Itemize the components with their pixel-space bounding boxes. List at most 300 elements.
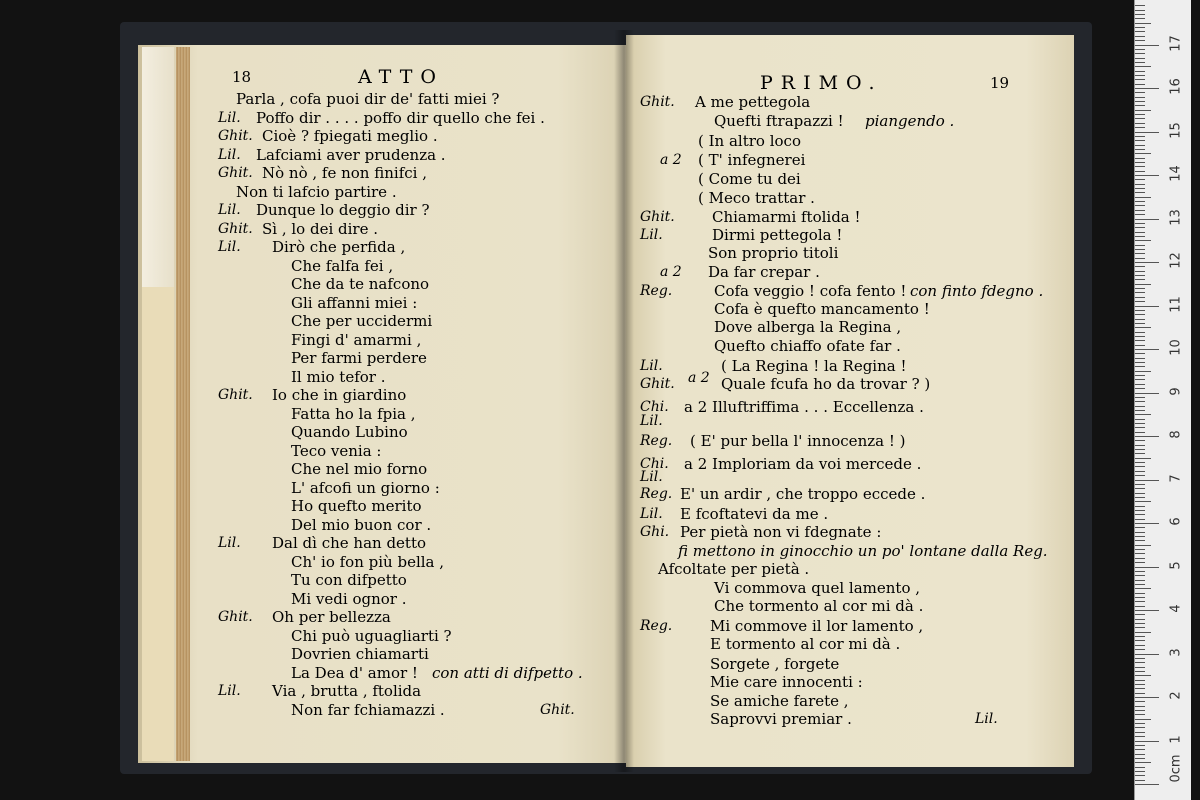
- speaker-label: Reg.: [640, 433, 673, 449]
- ruler-tick: [1135, 754, 1145, 755]
- verse-line: Sorgete , forgete: [710, 655, 840, 673]
- ruler-tick: [1135, 519, 1145, 520]
- ruler-tick: [1135, 432, 1145, 433]
- speaker-label: Ghi.: [640, 524, 670, 540]
- speaker-label: Lil.: [640, 227, 663, 243]
- verse-line: Vi commova quel lamento ,: [714, 579, 921, 597]
- verse-line: Dovrien chiamarti: [291, 645, 429, 663]
- ruler-tick: [1135, 192, 1145, 193]
- ruler-tick: [1135, 114, 1145, 115]
- verse-line: Che falfa fei ,: [291, 256, 394, 275]
- verse-line: ( T' infegnerei: [698, 151, 806, 169]
- ruler-tick: [1135, 636, 1145, 637]
- ruler-tick: [1135, 501, 1151, 502]
- ruler-tick: [1135, 66, 1151, 67]
- verse-line: Lafciami aver prudenza .: [256, 145, 446, 164]
- verse-line: Afcoltate per pietà .: [658, 560, 810, 578]
- stage-direction: piangendo .: [865, 112, 955, 130]
- speaker-label: Chi.: [640, 456, 669, 472]
- ruler-tick: [1135, 236, 1145, 237]
- ruler-tick: [1135, 301, 1145, 302]
- verse-line: Sì , lo dei dire .: [262, 219, 379, 238]
- verse-line: Mi vedi ognor .: [291, 589, 407, 608]
- verse-line: ( E' pur bella l' innocenza ! ): [690, 432, 906, 450]
- verse-line: Oh per bellezza: [272, 608, 391, 626]
- ruler-tick: [1135, 149, 1145, 150]
- verse-line: A me pettegola: [695, 93, 811, 111]
- ruler-tick: [1135, 532, 1145, 533]
- speaker-label: Ghit.: [218, 387, 253, 403]
- ruler-tick: [1135, 701, 1145, 702]
- ruler-tick: [1135, 710, 1145, 711]
- ruler-tick: [1135, 336, 1145, 337]
- ruler-tick: [1135, 327, 1151, 328]
- verse-line: Ch' io fon più bella ,: [291, 552, 445, 571]
- verse-line: Chiamarmi ftolida !: [712, 208, 861, 226]
- ruler-tick: [1135, 58, 1145, 59]
- speaker-label: Reg.: [640, 283, 673, 299]
- verse-line: Nò nò , fe non finifci ,: [262, 164, 427, 182]
- ruler-tick: [1135, 606, 1145, 607]
- ruler-tick: [1135, 384, 1145, 385]
- ruler-tick: [1135, 175, 1159, 176]
- ruler-tick: [1135, 297, 1145, 298]
- ruler-tick: [1135, 31, 1145, 32]
- ruler-tick: [1135, 680, 1145, 681]
- ruler-tick: [1135, 219, 1159, 220]
- speaker-label: Lil.: [218, 683, 241, 699]
- ruler-label: 9: [1168, 386, 1184, 396]
- ruler-tick: [1135, 571, 1145, 572]
- speaker-label: Lil.: [640, 358, 663, 374]
- ruler-tick: [1135, 10, 1145, 11]
- ruler-tick: [1135, 118, 1145, 119]
- ruler-tick: [1135, 453, 1145, 454]
- ruler-tick: [1135, 249, 1145, 250]
- verse-line: Quefto chiaffo ofate far .: [714, 337, 901, 355]
- ruler-tick: [1135, 71, 1145, 72]
- speaker-label: Reg.: [640, 486, 673, 502]
- ruler-tick: [1135, 284, 1151, 285]
- ruler-tick: [1135, 14, 1145, 15]
- ruler-tick: [1135, 614, 1145, 615]
- ruler-tick: [1135, 201, 1145, 202]
- ruler-label: 14: [1168, 165, 1184, 182]
- verse-line: E tormento al cor mi dà .: [710, 635, 901, 653]
- ruler-tick: [1135, 523, 1159, 524]
- speaker-label: Lil.: [218, 202, 241, 218]
- ruler-tick: [1135, 340, 1145, 341]
- ruler-label: 1: [1168, 734, 1184, 744]
- speaker-label: Lil.: [640, 506, 663, 522]
- ruler-tick: [1135, 401, 1145, 402]
- speaker-label: Lil.: [640, 413, 663, 429]
- verse-line: Via , brutta , ftolida: [272, 682, 422, 700]
- book-gutter: [614, 30, 634, 772]
- verse-line: Non ti lafcio partire .: [236, 182, 397, 201]
- ruler-tick: [1135, 358, 1145, 359]
- ruler-tick: [1135, 232, 1145, 233]
- ruler-tick: [1135, 345, 1145, 346]
- ruler-tick: [1135, 162, 1145, 163]
- verse-line: Se amiche farete ,: [710, 692, 849, 710]
- verse-line: Io che in giardino: [272, 386, 407, 404]
- ruler-tick: [1135, 279, 1145, 280]
- ruler-tick: [1135, 540, 1145, 541]
- right-page-header: PRIMO.: [760, 72, 883, 94]
- ruler-tick: [1135, 545, 1151, 546]
- verse-line: E' un ardir , che troppo eccede .: [680, 485, 926, 503]
- ruler-tick: [1135, 627, 1145, 628]
- ruler-tick: [1135, 171, 1145, 172]
- verse-line: ( Come tu dei: [698, 170, 801, 188]
- stage-direction: fi mettono in ginocchio un po' lontane dalla Reg.: [678, 542, 1048, 560]
- ruler-tick: [1135, 75, 1145, 76]
- ruler-tick: [1135, 5, 1145, 6]
- ruler-tick: [1135, 223, 1145, 224]
- ruler-tick: [1135, 314, 1145, 315]
- ruler-tick: [1135, 584, 1145, 585]
- ruler-tick: [1135, 741, 1159, 742]
- verse-line: Teco venia :: [291, 441, 382, 460]
- ruler-tick: [1135, 53, 1145, 54]
- ruler-label: 13: [1168, 208, 1184, 226]
- catchword: Ghit.: [540, 701, 575, 718]
- ruler-tick: [1135, 619, 1145, 620]
- ruler-label: 11: [1168, 295, 1184, 313]
- ruler-tick: [1135, 684, 1145, 685]
- ruler-tick: [1135, 110, 1151, 111]
- verse-line: Dal dì che han detto: [272, 534, 427, 552]
- ruler-tick: [1135, 445, 1145, 446]
- ruler-tick: [1135, 18, 1145, 19]
- ruler-tick: [1135, 449, 1145, 450]
- ruler-tick: [1135, 79, 1145, 80]
- ruler-tick: [1135, 179, 1145, 180]
- ruler-tick: [1135, 675, 1151, 676]
- ruler-tick: [1135, 597, 1145, 598]
- ruler-tick: [1135, 240, 1151, 241]
- ruler-tick: [1135, 662, 1145, 663]
- verse-line: Fingi d' amarmi ,: [291, 330, 422, 349]
- ruler-tick: [1135, 366, 1145, 367]
- ruler-tick: [1135, 601, 1145, 602]
- ruler-tick: [1135, 406, 1145, 407]
- ruler-tick: [1135, 649, 1145, 650]
- ruler-tick: [1135, 258, 1145, 259]
- ruler-tick: [1135, 145, 1145, 146]
- ruler-tick: [1135, 245, 1145, 246]
- ruler-tick: [1135, 310, 1145, 311]
- ruler-tick: [1135, 253, 1145, 254]
- verse-line: Non far fchiamazzi .: [291, 700, 445, 719]
- ruler-label: 15: [1168, 121, 1184, 139]
- verse-line: Per farmi perdere: [291, 349, 427, 367]
- ruler-tick: [1135, 640, 1145, 641]
- ruler-label: 10: [1168, 339, 1184, 356]
- a2-marker: a 2: [688, 370, 710, 386]
- speaker-label: Reg.: [640, 618, 673, 634]
- ruler-tick: [1135, 353, 1145, 354]
- ruler-tick: [1135, 466, 1145, 467]
- ruler-tick: [1135, 49, 1145, 50]
- ruler-tick: [1135, 88, 1159, 89]
- ruler-tick: [1135, 132, 1159, 133]
- ruler-tick: [1135, 166, 1145, 167]
- ruler-tick: [1135, 580, 1145, 581]
- speaker-label: Ghit.: [218, 128, 253, 144]
- ruler-tick: [1135, 388, 1145, 389]
- ruler-tick: [1135, 610, 1159, 611]
- verse-line: Che per uccidermi: [291, 312, 433, 330]
- ruler-tick: [1135, 623, 1145, 624]
- ruler-tick: [1135, 514, 1145, 515]
- verse-line: Quando Lubino: [291, 423, 408, 441]
- ruler-tick: [1135, 414, 1151, 415]
- verse-line: a 2 Illuftriffima . . . Eccellenza .: [684, 398, 924, 416]
- speaker-label: Ghit.: [218, 220, 253, 237]
- ruler-label: 7: [1168, 473, 1184, 483]
- ruler-tick: [1135, 736, 1145, 737]
- ruler-tick: [1135, 723, 1145, 724]
- ruler-tick: [1135, 140, 1145, 141]
- ruler-tick: [1135, 158, 1145, 159]
- verse-line: Dove alberga la Regina ,: [714, 318, 902, 336]
- ruler-tick: [1135, 575, 1145, 576]
- verse-line: Gli affanni miei :: [291, 293, 418, 312]
- ruler-tick: [1135, 62, 1145, 63]
- page-edges: [176, 47, 190, 761]
- ruler-tick: [1135, 654, 1159, 655]
- verse-line: Cioè ? fpiegati meglio .: [262, 127, 438, 145]
- verse-line: ( Meco trattar .: [698, 189, 815, 207]
- speaker-label: Lil.: [218, 109, 241, 126]
- ruler-tick: [1135, 732, 1145, 733]
- ruler-tick: [1135, 588, 1151, 589]
- ruler-tick: [1135, 123, 1145, 124]
- ruler-label: 6: [1168, 517, 1184, 526]
- ruler-tick: [1135, 288, 1145, 289]
- ruler-tick: [1135, 375, 1145, 376]
- verse-line: Mie care innocenti :: [710, 673, 863, 691]
- verse-line: Fatta ho la fpia ,: [291, 404, 416, 423]
- verse-line: Per pietà non vi fdegnate :: [680, 523, 882, 541]
- ruler-tick: [1135, 784, 1159, 785]
- ruler-tick: [1135, 84, 1145, 85]
- ruler-tick: [1135, 745, 1145, 746]
- verse-line: L' afcofi un giorno :: [291, 478, 440, 497]
- ruler-tick: [1135, 127, 1145, 128]
- verse-line: ( In altro loco: [698, 132, 801, 150]
- ruler-tick: [1135, 275, 1145, 276]
- verse-line: Tu con difpetto: [291, 571, 407, 589]
- stage-direction: con atti di difpetto .: [432, 663, 583, 682]
- ruler-tick: [1135, 266, 1145, 267]
- verse-line: Cofa è quefto mancamento !: [714, 300, 930, 318]
- ruler-tick: [1135, 527, 1145, 528]
- verse-line: Che tormento al cor mi dà .: [714, 597, 924, 615]
- ruler-tick: [1135, 101, 1145, 102]
- ruler-tick: [1135, 262, 1159, 263]
- ruler-tick: [1135, 349, 1159, 350]
- ruler-tick: [1135, 549, 1145, 550]
- ruler-tick: [1135, 506, 1145, 507]
- ruler-tick: [1135, 771, 1145, 772]
- verse-line: Da far crepar .: [708, 263, 820, 281]
- ruler-tick: [1135, 645, 1145, 646]
- left-page-number: 18: [232, 68, 252, 86]
- ruler-tick: [1135, 214, 1145, 215]
- ruler-label: 2: [1168, 691, 1184, 700]
- verse-line: Chi può uguagliarti ?: [291, 626, 452, 645]
- ruler-tick: [1135, 658, 1145, 659]
- ruler-tick: [1135, 471, 1145, 472]
- ruler-tick: [1135, 227, 1145, 228]
- ruler-tick: [1135, 136, 1145, 137]
- ruler-tick: [1135, 40, 1145, 41]
- ruler-tick: [1135, 184, 1145, 185]
- ruler-tick: [1135, 188, 1145, 189]
- ruler-tick: [1135, 553, 1145, 554]
- verse-line: Dirò che perfida ,: [272, 238, 406, 256]
- a2-marker: a 2: [660, 152, 682, 168]
- ruler-tick: [1135, 562, 1145, 563]
- verse-line: ( La Regina ! la Regina !: [721, 357, 907, 375]
- verse-line: Cofa veggio ! cofa fento !: [714, 282, 907, 300]
- ruler-tick: [1135, 205, 1145, 206]
- ruler-tick: [1135, 371, 1151, 372]
- speaker-label: Lil.: [640, 469, 663, 485]
- ruler-tick: [1135, 758, 1145, 759]
- ruler-tick: [1135, 27, 1145, 28]
- ruler-tick: [1135, 536, 1145, 537]
- speaker-label: Lil.: [218, 239, 241, 255]
- flyleaf-edge: [142, 47, 174, 761]
- ruler-tick: [1135, 410, 1145, 411]
- ruler-tick: [1135, 697, 1159, 698]
- ruler-tick: [1135, 488, 1145, 489]
- ruler-tick: [1135, 632, 1151, 633]
- ruler-tick: [1135, 393, 1159, 394]
- speaker-label: Ghit.: [218, 165, 253, 181]
- ruler-label: 5: [1168, 560, 1184, 570]
- ruler-tick: [1135, 558, 1145, 559]
- ruler-tick: [1135, 567, 1159, 568]
- ruler-tick: [1135, 749, 1145, 750]
- verse-line: Ho quefto merito: [291, 497, 422, 515]
- ruler-tick: [1135, 671, 1145, 672]
- ruler-tick: [1135, 271, 1145, 272]
- ruler-label: 8: [1168, 430, 1184, 439]
- ruler-tick: [1135, 484, 1145, 485]
- ruler-tick: [1135, 362, 1145, 363]
- verse-line: Mi commove il lor lamento ,: [710, 617, 924, 635]
- ruler-tick: [1135, 197, 1151, 198]
- ruler-tick: [1135, 45, 1159, 46]
- verse-line: E fcoftatevi da me .: [680, 505, 829, 523]
- verse-line: Dirmi pettegola !: [712, 226, 843, 244]
- ruler-tick: [1135, 706, 1145, 707]
- ruler-tick: [1135, 419, 1145, 420]
- left-page-header: ATTO: [358, 66, 444, 88]
- ruler-tick: [1135, 458, 1151, 459]
- ruler-tick: [1135, 440, 1145, 441]
- ruler-label: 3: [1168, 647, 1184, 657]
- ruler-label: 12: [1168, 252, 1184, 269]
- ruler-tick: [1135, 767, 1145, 768]
- ruler-tick: [1135, 762, 1151, 763]
- ruler-label: 17: [1168, 34, 1184, 52]
- ruler-label: 4: [1168, 604, 1184, 613]
- ruler-tick: [1135, 379, 1145, 380]
- ruler-tick: [1135, 667, 1145, 668]
- speaker-label: Ghit.: [218, 609, 253, 625]
- verse-line: Parla , cofa puoi dir de' fatti miei ?: [236, 90, 500, 108]
- ruler-tick: [1135, 475, 1145, 476]
- ruler-zero-label: 0cm: [1168, 754, 1184, 783]
- speaker-label: Ghit.: [640, 209, 675, 225]
- ruler-tick: [1135, 462, 1145, 463]
- verse-line: Che nel mio forno: [291, 460, 428, 478]
- ruler-tick: [1135, 36, 1145, 37]
- verse-line: Poffo dir . . . . poffo dir quello che fei .: [256, 108, 545, 127]
- ruler-tick: [1135, 92, 1145, 93]
- catchword: Lil.: [975, 711, 998, 727]
- ruler-tick: [1135, 727, 1145, 728]
- ruler-tick: [1135, 719, 1151, 720]
- ruler-tick: [1135, 688, 1145, 689]
- verse-line: Dunque lo deggio dir ?: [256, 201, 430, 219]
- right-page-number: 19: [990, 74, 1010, 92]
- ruler-tick: [1135, 780, 1145, 781]
- verse-line: Che da te nafcono: [291, 275, 430, 293]
- speaker-label: Lil.: [218, 146, 241, 163]
- verse-line: La Dea d' amor !: [291, 663, 418, 682]
- ruler-label: 16: [1168, 78, 1184, 95]
- ruler-tick: [1135, 319, 1145, 320]
- ruler-tick: [1135, 493, 1145, 494]
- verse-line: a 2 Imploriam da voi mercede .: [684, 455, 922, 473]
- ruler-tick: [1135, 593, 1145, 594]
- ruler-tick: [1135, 693, 1145, 694]
- ruler-tick: [1135, 423, 1145, 424]
- speaker-label: Lil.: [218, 535, 241, 551]
- ruler-tick: [1135, 714, 1145, 715]
- verse-line: Il mio tefor .: [291, 367, 386, 386]
- ruler-tick: [1135, 97, 1145, 98]
- speaker-label: Chi.: [640, 399, 669, 415]
- ruler-tick: [1135, 436, 1159, 437]
- a2-marker: a 2: [660, 264, 682, 280]
- speaker-label: Ghit.: [640, 94, 675, 110]
- speaker-label: Ghit.: [640, 376, 675, 392]
- ruler-tick: [1135, 306, 1159, 307]
- verse-line: Del mio buon cor .: [291, 515, 432, 534]
- ruler-tick: [1135, 332, 1145, 333]
- verse-line: Son proprio titoli: [708, 244, 839, 262]
- verse-line: Quefti ftrapazzi !: [714, 112, 844, 130]
- ruler-tick: [1135, 397, 1145, 398]
- ruler-tick: [1135, 510, 1145, 511]
- ruler-tick: [1135, 323, 1145, 324]
- stage-direction: con finto fdegno .: [910, 282, 1044, 300]
- ruler-tick: [1135, 23, 1151, 24]
- verse-line: Quale fcufa ho da trovar ? ): [721, 375, 931, 393]
- ruler-tick: [1135, 775, 1145, 776]
- ruler-tick: [1135, 427, 1145, 428]
- ruler-tick: [1135, 480, 1159, 481]
- measuring-ruler: [1134, 0, 1191, 800]
